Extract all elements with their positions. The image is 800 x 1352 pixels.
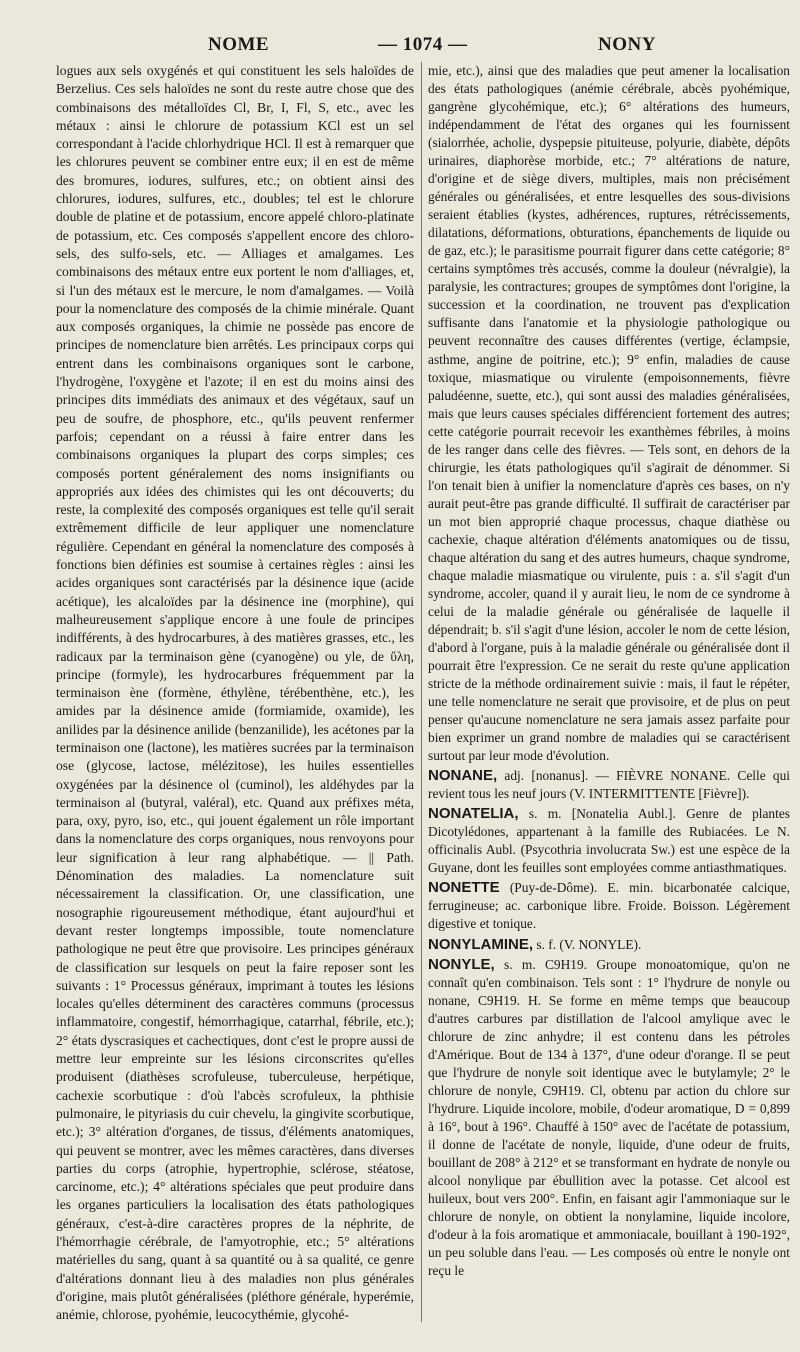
entry-text: adj. [nonanus]. — FIÈVRE NONANE. Celle qui revient tous les neuf jours (V. INTERMITTENTE [Fièvre]). xyxy=(428,768,790,802)
headword: NONETTE xyxy=(428,879,500,897)
right-column xyxy=(428,62,790,1280)
entry-nonyle xyxy=(428,956,790,1281)
entry-text: s. m. C9H19. Groupe monoatomique, qu'on ne connaît qu'en combinaison. Tels sont : 1° l'hydrure de nonyle ou nonane, C9H19. H. Se forme en même temps que beaucoup d'autres carbures par distillation de l'alcool amylique avec le chlorure de zinc anhydre; il est contenu dans les pétroles d'Amérique. Bout de 134 à 137°, d'une odeur d'orange. Il se peut que l'hydrure de nonyle soit identique avec le butylamyle; 2° le chlorure de nonyle, C9H19. Cl, obtenu par action du chlore sur l'hydrure. Liquide incolore, mobile, d'odeur aromatique, D = 0,899 à 16°, bout à 196°. Chauffé à 150° avec de l'acétate de potassium, il donne de l'acétate de nonyle, liquide, d'une odeur de fruits, bouillant de 208° à 212° et se transformant en hydrate de nonyle ou alcool nonylique par ébullition avec la potasse. Cet alcool est huileux, bout vers 200°. Enfin, en faisant agir l'ammoniaque sur le chlorure de nonyle, on obtient la nonylamine, liquide incolore, d'odeur à la fois aromatique et ammoniacale, bouillant à 190-192°, un peu soluble dans l'eau. — Les composés où entre le nonyle ont reçu le xyxy=(428,956,790,1279)
headword: NONATELIA, xyxy=(428,805,519,823)
entry-text: (Puy-de-Dôme). E. min. bicarbonatée calcique, ferrugineuse; ac. carbonique libre. Froide. Boisson. Légèrement digestive et tonique. xyxy=(428,880,790,932)
page-number: — 1074 — xyxy=(378,34,468,55)
header-left-word: NOME xyxy=(208,34,270,55)
headword: NONYLE, xyxy=(428,955,495,973)
entry-text: s. f. (V. NONYLE). xyxy=(533,936,642,952)
header-right-word: NONY xyxy=(598,34,656,55)
entry-nonane xyxy=(428,767,790,803)
right-column-intro: mie, etc.), ainsi que des maladies que peut amener la localisation des états pathologiques (anémie cérébrale, abcès pyohémique, gangrène glycohémique, etc.); 6° altérations des humeurs, indépendamment de l'état des organes qui les fournissent (sialorrhée, acholie, dyspepsie pituiteuse, polyurie, diabète, dépôts urinaires, diaphorèse morbide, etc.; 7° altérations de nature, d'origine et de siège divers, multiples, mais non précisément générales ou généralisées, et entre lesquelles des sous-divisions seraient établies (kystes, adhérences, ruptures, rétrécissements, dilatations, déformations, obturations, épanchements de liquide ou de gaz, etc.); le parasitisme pourrait figurer dans cette catégorie; 8° certains symptômes très accusés, comme la douleur (névralgie), la paralysie, les contractures; groupes de symptômes dont l'origine, la succession et la coordination, ne trouvent pas d'explication suffisante dans l'anatomie et la physiologie pathologique ou peuvent reconnaître des causes différentes (vertige, éclampsie, asthme, angine de poitrine, etc.); 9° enfin, maladies de cause toxique, miasmatique ou virulente (empoisonnements, fièvre paludéenne, suette, etc.), qui sont aussi des maladies généralisées, mais que leurs causes spéciales différencient fortement des autres; cette catégorie pourrait recevoir les exanthèmes fébriles, à moins de les ranger dans celle des fièvres. — Tels sont, en dehors de la chirurgie, les états pathologiques qu'il s'agirait de dénommer. Si l'on tenait bien à unifier la nomenclature d'après ces bases, on n'y aurait peut-être pas grande difficulté. Il suffirait de caractériser par un mot bien approprié chaque processus, chaque diathèse ou cachexie, chaque altération d'éléments anatomiques ou de tissu, chaque altération du sang et des autres humeurs, chaque syndrome, chaque maladie miasmatique ou virulente, puis : a. s'il s'agit d'un syndrome, accoler, quand il y aurait lieu, le nom de ce syndrome à celui de la maladie générale ou généralisée de laquelle il dépendrait; b. s'il s'agit d'une lésion, accoler le nom de cette lésion, d'abord à l'organe, puis à la maladie générale ou généralisée dont il pourrait être l'expression. Ce ne serait du reste qu'une application stricte de la méthode ordinairement suivie : mais, il faut le répéter, une telle nomenclature ne serait que provisoire, et de plus on peut penser qu'aucune nomenclature ne sera jamais assez parfaite pour bien exprimer un grand nombre de maladies qui se caractérisent surtout par leur mode d'évolution. xyxy=(428,63,790,764)
entry-nonatelia xyxy=(428,805,790,877)
left-column xyxy=(56,62,414,1324)
entry-text: s. m. [Nonatelia Aubl.]. Genre de plantes Dicotylédones, appartenant à la famille des Rubiacées. Le N. officinalis Aubl. (Psycothria involucrata Sw.) est une espèce de la Guyane, dont les feuilles sont employées comme antiasthmatiques. xyxy=(428,806,790,876)
column-divider xyxy=(421,62,422,1322)
entry-nonette xyxy=(428,879,790,933)
left-column-text: logues aux sels oxygénés et qui constituent les sels haloïdes de Berzelius. Ces sels haloïdes ne sont du reste autre chose que des combinaisons des métalloïdes Cl, Br, I, Fl, S, etc., avec les métaux : ainsi le chlorure de potassium KCl est un sel correspondant à l'acide chlorhydrique HCl. Il est à remarquer que les chlorures peuvent se combiner entre eux; il en est de même des bromures, iodures, sulfures, etc.; on obtient ainsi des chlorures, iodures, sulfures, etc., doubles; tel est le chlorure double de platine et de potassium, encore appelé chloro-platinate de potassium, etc. Ces composés s'appellent encore des chloro-sels, des sulfo-sels, etc. — Alliages et amalgames. Les combinaisons des métaux entre eux portent le nom d'alliages, et, si l'un des métaux est le mercure, le nom d'amalgames. — Voilà pour la nomenclature des composés de la chimie minérale. Quant aux composés organiques, la chimie ne possède pas encore de principes de nomenclature bien arrêtés. Les principaux corps qui entrent dans les combinaisons organiques sont le carbone, l'hydrogène, l'oxygène et l'azote; il en est du moins ainsi des principes dits immédiats des animaux et des végétaux, sauf un peu de soufre, de phosphore, etc., qu'ils peuvent renfermer parfois; cependant on a réussi à faire entrer dans les combinaisons organiques la plupart des corps simples; ces composés portent généralement des noms insignifiants ou appropriés aux idées des chimistes qui les ont découverts; du reste, la complexité des composés organiques est telle qu'il serait extrêmement difficile de leur appliquer une nomenclature régulière. Cependant en général la nomenclature des composés à fonctions bien définies est soumise à certaines règles : ainsi les acides organiques sont caractérisés par la désinence ique (acide acétique), les alcaloïdes par la désinence ine (morphine), qui malheureusement s'applique encore à une foule de principes indifférents, à des hydrocarbures, à des matières grasses, etc., les radicaux par la terminaison gène (cyanogène) ou yle, de ὕλη, principe (formyle), les hydrocarbures fréquemment par la terminaison ène (formène, éthylène, térébenthène, etc.), les amides par la désinence amide (formiamide, oxamide), les anilides par la désinence anilide (benzanilide), les acétones par la terminaison one (lactone), les matières sucrées par la terminaison ose (glycose, lactose, mélézitose), les huiles essentielles oxygénées par la désinence ol (cuminol), les aldéhydes par la terminaison al (butyral, valéral), etc. Quand aux préfixes méta, para, oxy, pyro, iso, etc., qui jouent également un rôle important dans la nomenclature des corps organiques, nous renvoyons pour leur signification à leur rang alphabétique. — || Path. Dénomination des maladies. La nomenclature suit nécessairement la classification. Or, une classification, une nosographie rigoureusement méthodique, étant aujourd'hui et devant rester longtemps impossible, toute nomenclature pathologique ne peut être que provisoire. Les principes généraux de classification sur lesquels on peut la faire reposer sont les suivants : 1° Processus généraux, imprimant à toutes les lésions locales qu'elles déterminent des caractères communs (processus inflammatoire, congestif, hémorrhagique, catarrhal, fébrile, etc.); 2° états dyscrasiques et cachectiques, dont c'est le propre aussi de mettre leur empreinte sur les lésions circonscrites qu'elles produisent (diathèses scrofuleuse, tuberculeuse, herpétique, cachexie scorbutique : d'où l'abcès scrofuleux, la phthisie pulmonaire, le pityriasis du cuir chevelu, la gingivite scorbutique, etc.); 3° altération d'organes, de tissus, d'éléments anatomiques, qui peuvent se montrer, avec les mêmes caractères, dans diverses parties du corps (atrophie, hypertrophie, sclérose, stéatose, carcinome, etc.); 4° altérations spéciales que peut produire dans les organes particuliers la localisation des états pathologiques généraux, c'est-à-dire caractères propres de la néphrite, de l'hémorrhagie cérébrale, de l'amyotrophie, etc.; 5° altérations matérielles du sang, quant à sa quantité ou à sa qualité, ce genre d'altérations donnant lieu à des maladies non plus générales d'origine, mais plutôt généralisées (pléthore générale, hyperémie, anémie, chlorose, pyohémie, leucocythémie, glycohé- xyxy=(56,63,414,1323)
entry-nonylamine xyxy=(428,936,790,954)
headword: NONYLAMINE, xyxy=(428,935,533,953)
headword: NONANE, xyxy=(428,767,498,785)
